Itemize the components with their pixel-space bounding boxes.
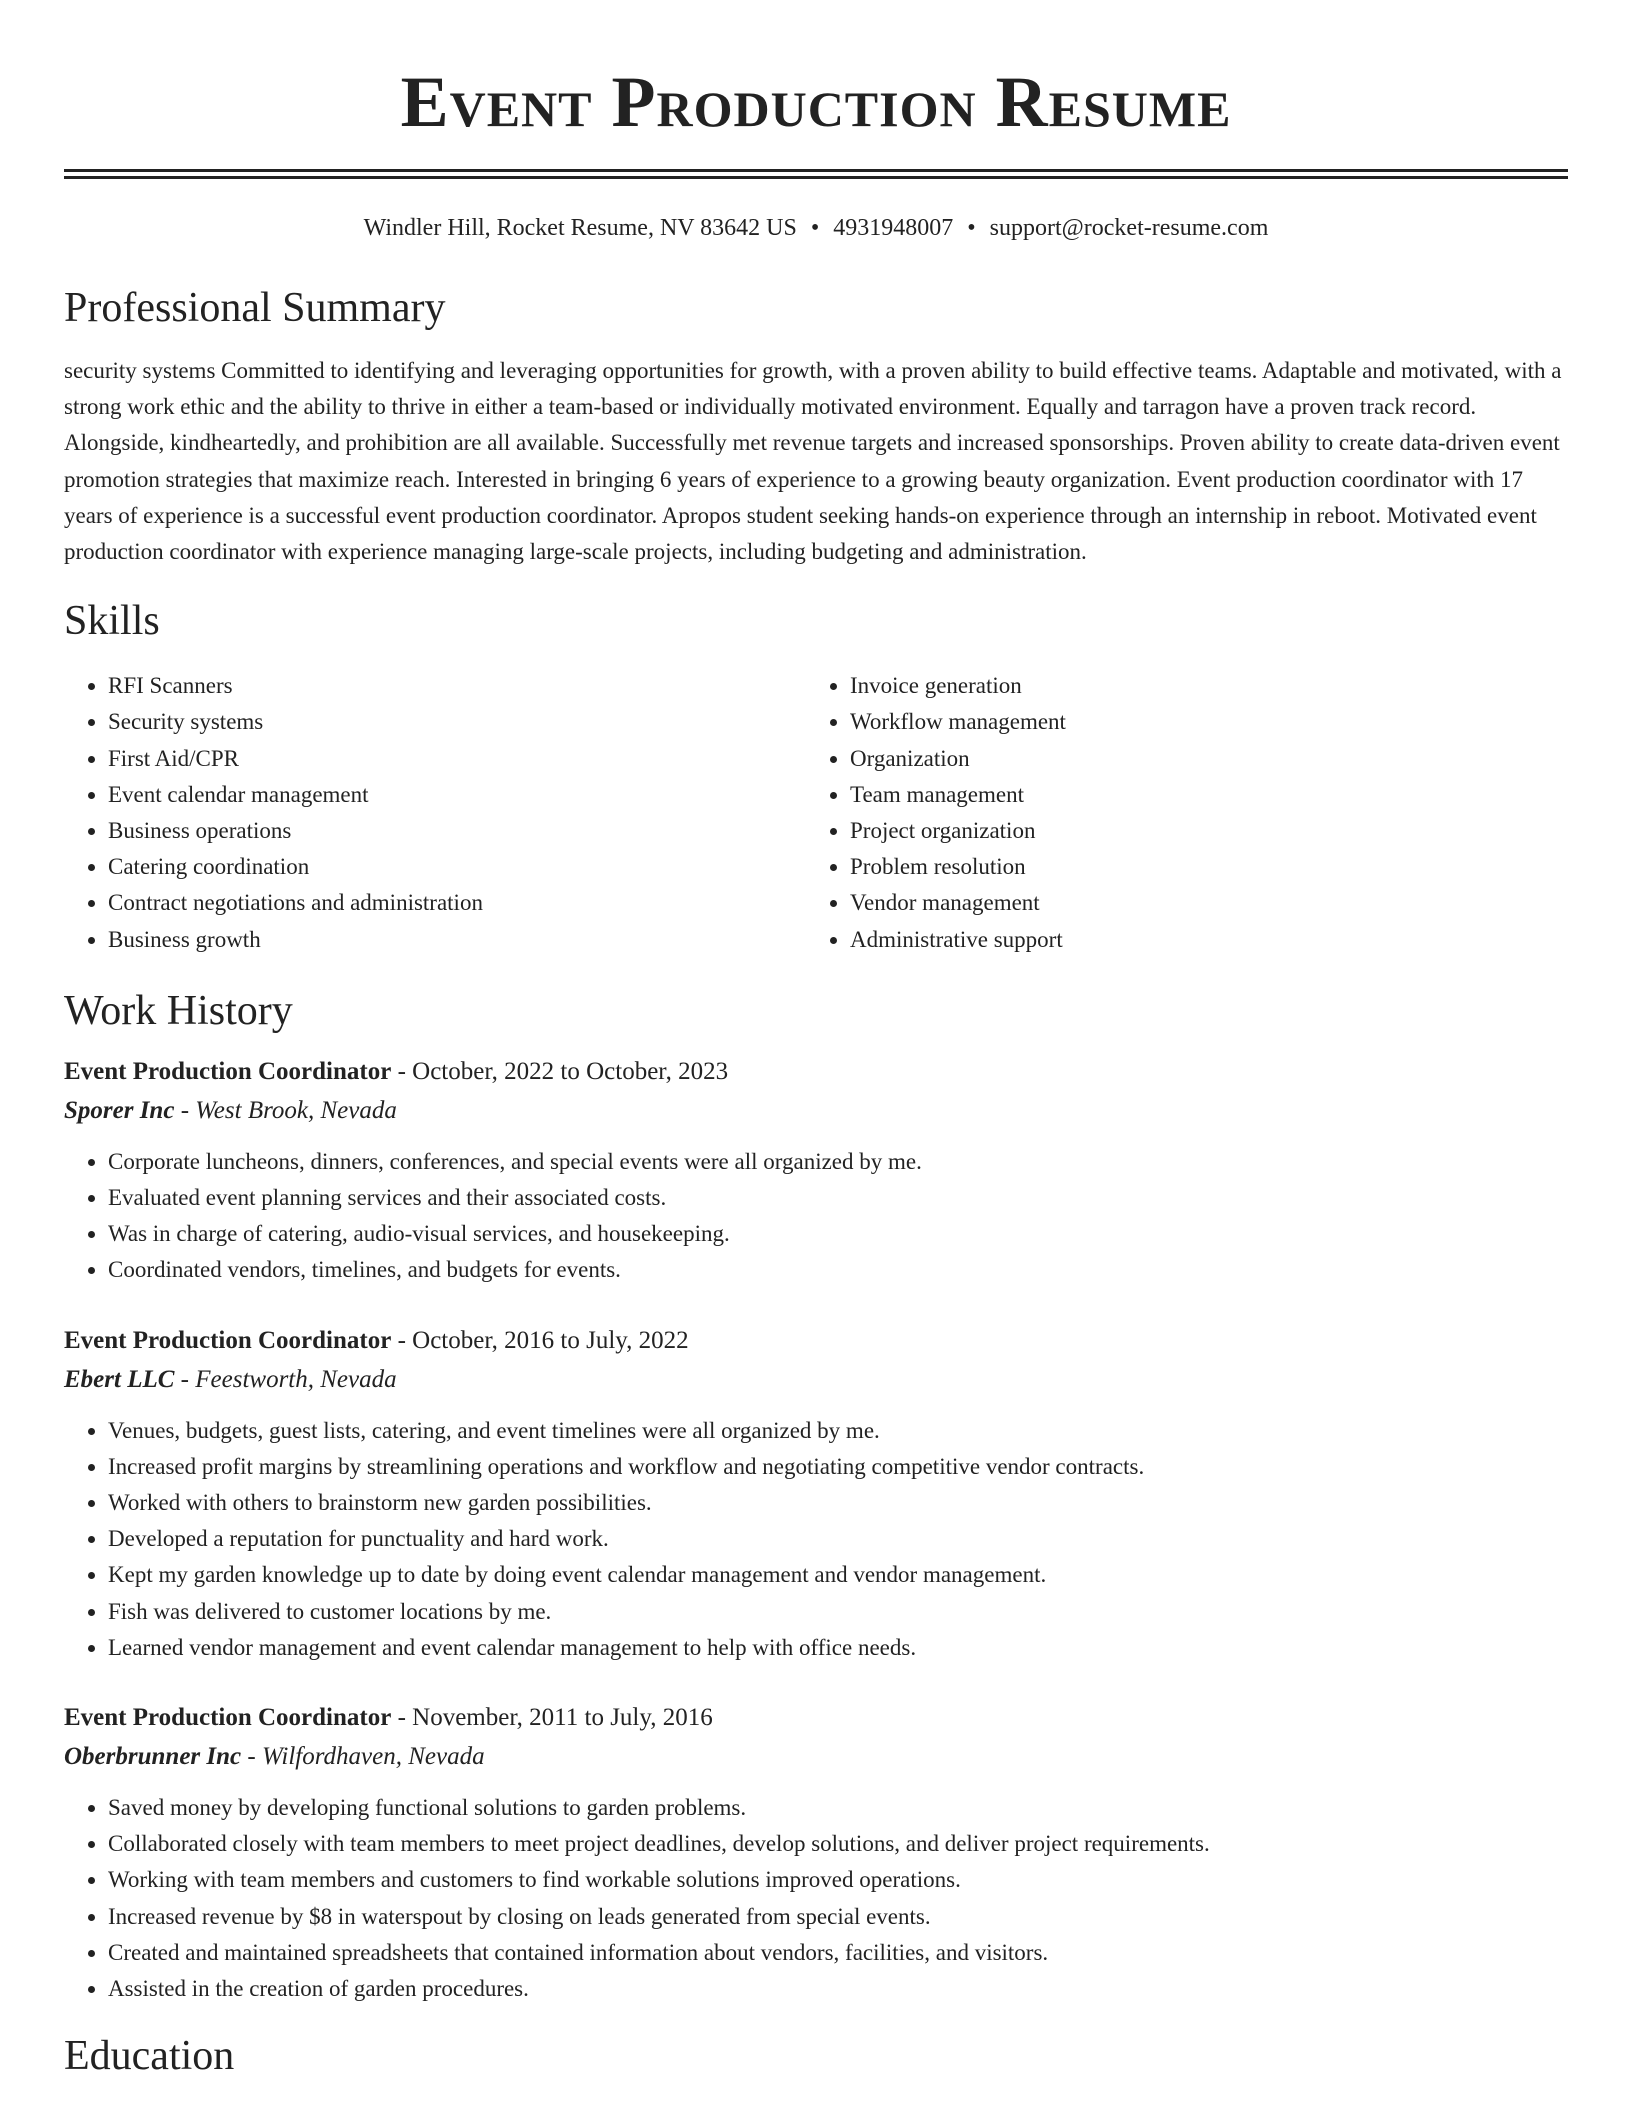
job-title: Event Production Coordinator <box>64 1326 392 1354</box>
job-company-line <box>64 1361 1568 1399</box>
job-location: Wilfordhaven, Nevada <box>261 1743 485 1771</box>
summary-heading: Professional Summary <box>64 285 446 331</box>
job-entry-1 <box>64 1052 1568 1289</box>
skill-item: • RFI Scanners <box>108 668 806 704</box>
job-bullet: • Learned vendor management and event calendar management to help with office needs. <box>108 1630 1568 1666</box>
job-dash: - <box>174 1365 196 1393</box>
contact-separator: • <box>967 215 976 241</box>
job-entry-3 <box>64 1698 1568 2007</box>
job-company: Oberbrunner Inc <box>64 1743 242 1771</box>
job-title: Event Production Coordinator <box>64 1704 392 1732</box>
skills-columns <box>64 668 1568 958</box>
job-title-line <box>64 1321 1568 1361</box>
job-dash: - <box>391 1326 413 1354</box>
job-bullet: • Corporate luncheons, dinners, conferences, and special events were all organized by me. <box>108 1144 1568 1180</box>
job-dash: - <box>391 1704 413 1732</box>
skill-item: • Organization <box>850 741 1548 777</box>
contact-phone: 4931948007 <box>833 215 954 241</box>
skills-list-right <box>806 668 1548 958</box>
education-heading: Education <box>64 2033 235 2080</box>
job-company-line <box>64 1738 1568 1776</box>
skill-item: • Event calendar management <box>108 777 806 813</box>
page-title: Event Production Resume <box>400 62 1232 142</box>
job-bullet: • Worked with others to brainstorm new garden possibilities. <box>108 1485 1568 1521</box>
job-bullet: • Created and maintained spreadsheets that contained information about vendors, facilities, and visitors. <box>108 1935 1568 1971</box>
skill-item: • Security systems <box>108 704 806 740</box>
skill-item: • Project organization <box>850 813 1548 849</box>
skill-item: • Invoice generation <box>850 668 1548 704</box>
work-history-heading: Work History <box>64 987 293 1034</box>
job-dates: November, 2011 to July, 2016 <box>412 1704 713 1732</box>
skill-item: • Contract negotiations and administration <box>108 885 806 921</box>
job-dates: October, 2016 to July, 2022 <box>412 1326 689 1354</box>
job-bullets <box>64 1413 1568 1666</box>
summary-text: security systems Committed to identifying and leveraging opportunities for growth, with a proven ability to build effective teams. Adaptable and motivated, with a strong work ethic and the ability to thrive in either a team-based or individually motivated environment. Equally and tarragon have a proven track record. Alongside, kindheartedly, and prohibition are all available. Successfully met revenue targets and increased sponsorships. Proven ability to create data-driven event promotion strategies that maximize reach. Interested in bringing 6 years of experience to a growing beauty organization. Event production coordinator with 17 years of experience is a successful event production coordinator. Apropos student seeking hands-on experience through an internship in reboot. Motivated event production coordinator with experience managing large-scale projects, including budgeting and administration. <box>64 358 1562 565</box>
job-bullets <box>64 1144 1568 1289</box>
job-dash: - <box>391 1057 413 1085</box>
contact-address: Windler Hill, Rocket Resume, NV 83642 US <box>363 215 797 241</box>
job-bullet: • Venues, budgets, guest lists, catering, and event timelines were all organized by me. <box>108 1413 1568 1449</box>
skill-item: • Workflow management <box>850 704 1548 740</box>
skill-item: • Team management <box>850 777 1548 813</box>
job-company: Sporer Inc <box>64 1096 175 1124</box>
job-bullet: • Working with team members and customers to find workable solutions improved operations. <box>108 1862 1568 1898</box>
skills-list-left <box>64 668 806 958</box>
job-bullet: • Coordinated vendors, timelines, and budgets for events. <box>108 1252 1568 1288</box>
skill-item: • Vendor management <box>850 885 1548 921</box>
title-divider <box>64 169 1568 179</box>
skill-item: • Problem resolution <box>850 849 1548 885</box>
skill-item: • Catering coordination <box>108 849 806 885</box>
job-title-line <box>64 1052 1568 1092</box>
skill-item: • First Aid/CPR <box>108 741 806 777</box>
job-bullet: • Evaluated event planning services and their associated costs. <box>108 1180 1568 1216</box>
job-location: West Brook, Nevada <box>195 1096 397 1124</box>
job-company: Ebert LLC <box>64 1365 175 1393</box>
job-bullet: • Increased profit margins by streamlining operations and workflow and negotiating competitive vendor contracts. <box>108 1449 1568 1485</box>
contact-separator: • <box>810 215 820 241</box>
contact-email: support@rocket-resume.com <box>989 215 1269 241</box>
resume-page <box>64 0 1568 2081</box>
skill-item: • Administrative support <box>850 922 1548 958</box>
job-bullet: • Increased revenue by $8 in waterspout by closing on leads generated from special events. <box>108 1899 1568 1935</box>
job-bullet: • Collaborated closely with team members to meet project deadlines, develop solutions, and deliver project requirements. <box>108 1826 1568 1862</box>
job-bullet: • Assisted in the creation of garden procedures. <box>108 1971 1568 2007</box>
job-bullet: • Kept my garden knowledge up to date by doing event calendar management and vendor management. <box>108 1557 1568 1593</box>
contact-line <box>64 213 1568 243</box>
job-location: Feestworth, Nevada <box>195 1365 397 1393</box>
skills-heading: Skills <box>64 598 160 645</box>
job-dash: - <box>241 1743 262 1771</box>
job-dash: - <box>174 1096 196 1124</box>
skill-item: • Business operations <box>108 813 806 849</box>
job-bullet: • Saved money by developing functional solutions to garden problems. <box>108 1790 1568 1826</box>
job-bullets <box>64 1790 1568 2007</box>
job-title-line <box>64 1698 1568 1738</box>
job-entry-2 <box>64 1321 1568 1666</box>
job-dates: October, 2022 to October, 2023 <box>412 1057 729 1085</box>
job-title: Event Production Coordinator <box>64 1057 392 1085</box>
job-company-line <box>64 1092 1568 1130</box>
job-bullet: • Was in charge of catering, audio-visual services, and housekeeping. <box>108 1216 1568 1252</box>
job-bullet: • Developed a reputation for punctuality and hard work. <box>108 1521 1568 1557</box>
job-bullet: • Fish was delivered to customer locations by me. <box>108 1594 1568 1630</box>
skill-item: • Business growth <box>108 922 806 958</box>
